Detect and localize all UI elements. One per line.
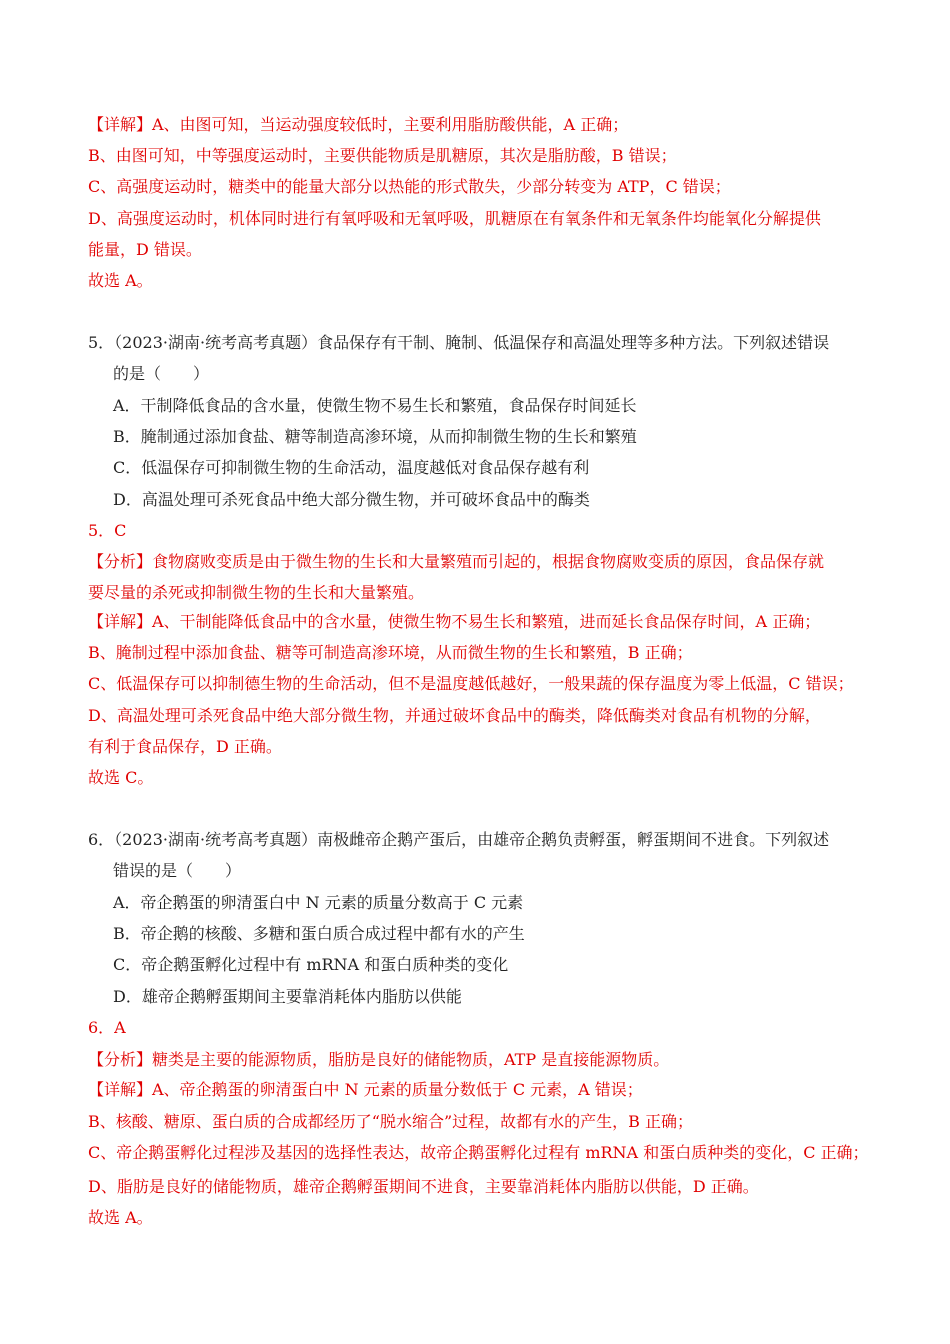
q5-option-a: A．干制降低食品的含水量，使微生物不易生长和繁殖，食品保存时间延长 — [113, 396, 637, 415]
q5-analysis: 【分析】食物腐败变质是由于微生物的生长和大量繁殖而引起的，根据食物腐败变质的原因，食品保存就 — [88, 552, 825, 571]
q5-answer: 5．C — [88, 521, 127, 540]
q6-option-d: D．雄帝企鹅孵蛋期间主要靠消耗体内脂肪以供能 — [113, 987, 462, 1006]
detail-line: D、高强度运动时，机体同时进行有氧呼吸和无氧呼吸，肌糖原在有氧条件和无氧条件均能氧化分解提供 — [88, 209, 821, 228]
q6-option-c: C．帝企鹅蛋孵化过程中有 mRNA 和蛋白质种类的变化 — [113, 955, 509, 974]
q6-detail-line: D、脂肪是良好的储能物质，雄帝企鹅孵蛋期间不进食，主要靠消耗体内脂肪以供能，D 正确。 — [88, 1177, 759, 1196]
q5-option-c: C．低温保存可抑制微生物的生命活动，温度越低对食品保存越有利 — [113, 458, 590, 477]
q6-detail-line: B、核酸、糖原、蛋白质的合成都经历了“脱水缩合”过程，故都有水的产生，B 正确； — [88, 1112, 693, 1131]
q6-stem: 6．（2023·湖南·统考高考真题）南极雌帝企鹅产蛋后，由雄帝企鹅负责孵蛋，孵蛋期间不进食。下列叙述 — [88, 830, 830, 849]
q5-detail-line: 有利于食品保存，D 正确。 — [88, 737, 282, 756]
q6-option-b: B．帝企鹅的核酸、多糖和蛋白质合成过程中都有水的产生 — [113, 924, 525, 943]
detail-line: B、由图可知，中等强度运动时，主要供能物质是肌糖原，其次是脂肪酸，B 错误； — [88, 146, 677, 165]
q5-detail-line: 【详解】A、干制能降低食品中的含水量，使微生物不易生长和繁殖，进而延长食品保存时间，A 正确； — [88, 612, 821, 631]
detail-line: 能量，D 错误。 — [88, 240, 202, 259]
q6-answer: 6．A — [88, 1018, 126, 1037]
q5-detail-line: D、高温处理可杀死食品中绝大部分微生物，并通过破坏食品中的酶类，降低酶类对食品有机物的分解， — [88, 706, 821, 725]
q5-detail-line: B、腌制过程中添加食盐、糖等可制造高渗环境，从而微生物的生长和繁殖，B 正确； — [88, 643, 693, 662]
q5-stem-cont: 的是（ ） — [113, 364, 210, 383]
q5-analysis-cont: 要尽量的杀死或抑制微生物的生长和大量繁殖。 — [88, 583, 425, 602]
q5-option-b: B．腌制通过添加食盐、糖等制造高渗环境，从而抑制微生物的生长和繁殖 — [113, 427, 637, 446]
q5-detail-line: C、低温保存可以抑制德生物的生命活动，但不是温度越低越好，一般果蔬的保存温度为零上低温，C 错误； — [88, 674, 854, 693]
q6-detail-line: C、帝企鹅蛋孵化过程涉及基因的选择性表达，故帝企鹅蛋孵化过程有 mRNA 和蛋白质种类的变化，C 正确； — [88, 1143, 869, 1162]
q6-analysis: 【分析】糖类是主要的能源物质，脂肪是良好的储能物质，ATP 是直接能源物质。 — [88, 1050, 670, 1069]
q6-stem-cont: 错误的是（ ） — [113, 861, 242, 880]
q5-option-d: D．高温处理可杀死食品中绝大部分微生物，并可破坏食品中的酶类 — [113, 490, 590, 509]
conclusion-line: 故选 A。 — [88, 271, 153, 290]
detail-line: C、高强度运动时，糖类中的能量大部分以热能的形式散失，少部分转变为 ATP，C 错误； — [88, 177, 731, 196]
q6-detail-line: 【详解】A、帝企鹅蛋的卵清蛋白中 N 元素的质量分数低于 C 元素，A 错误； — [88, 1080, 643, 1099]
q6-option-a: A．帝企鹅蛋的卵清蛋白中 N 元素的质量分数高于 C 元素 — [113, 893, 524, 912]
q6-conclusion: 故选 A。 — [88, 1208, 153, 1227]
detail-line: 【详解】A、由图可知，当运动强度较低时，主要利用脂肪酸供能，A 正确； — [88, 115, 629, 134]
q5-stem: 5．（2023·湖南·统考高考真题）食品保存有干制、腌制、低温保存和高温处理等多种方法。下列叙述错误 — [88, 333, 830, 352]
q5-conclusion: 故选 C。 — [88, 768, 154, 787]
